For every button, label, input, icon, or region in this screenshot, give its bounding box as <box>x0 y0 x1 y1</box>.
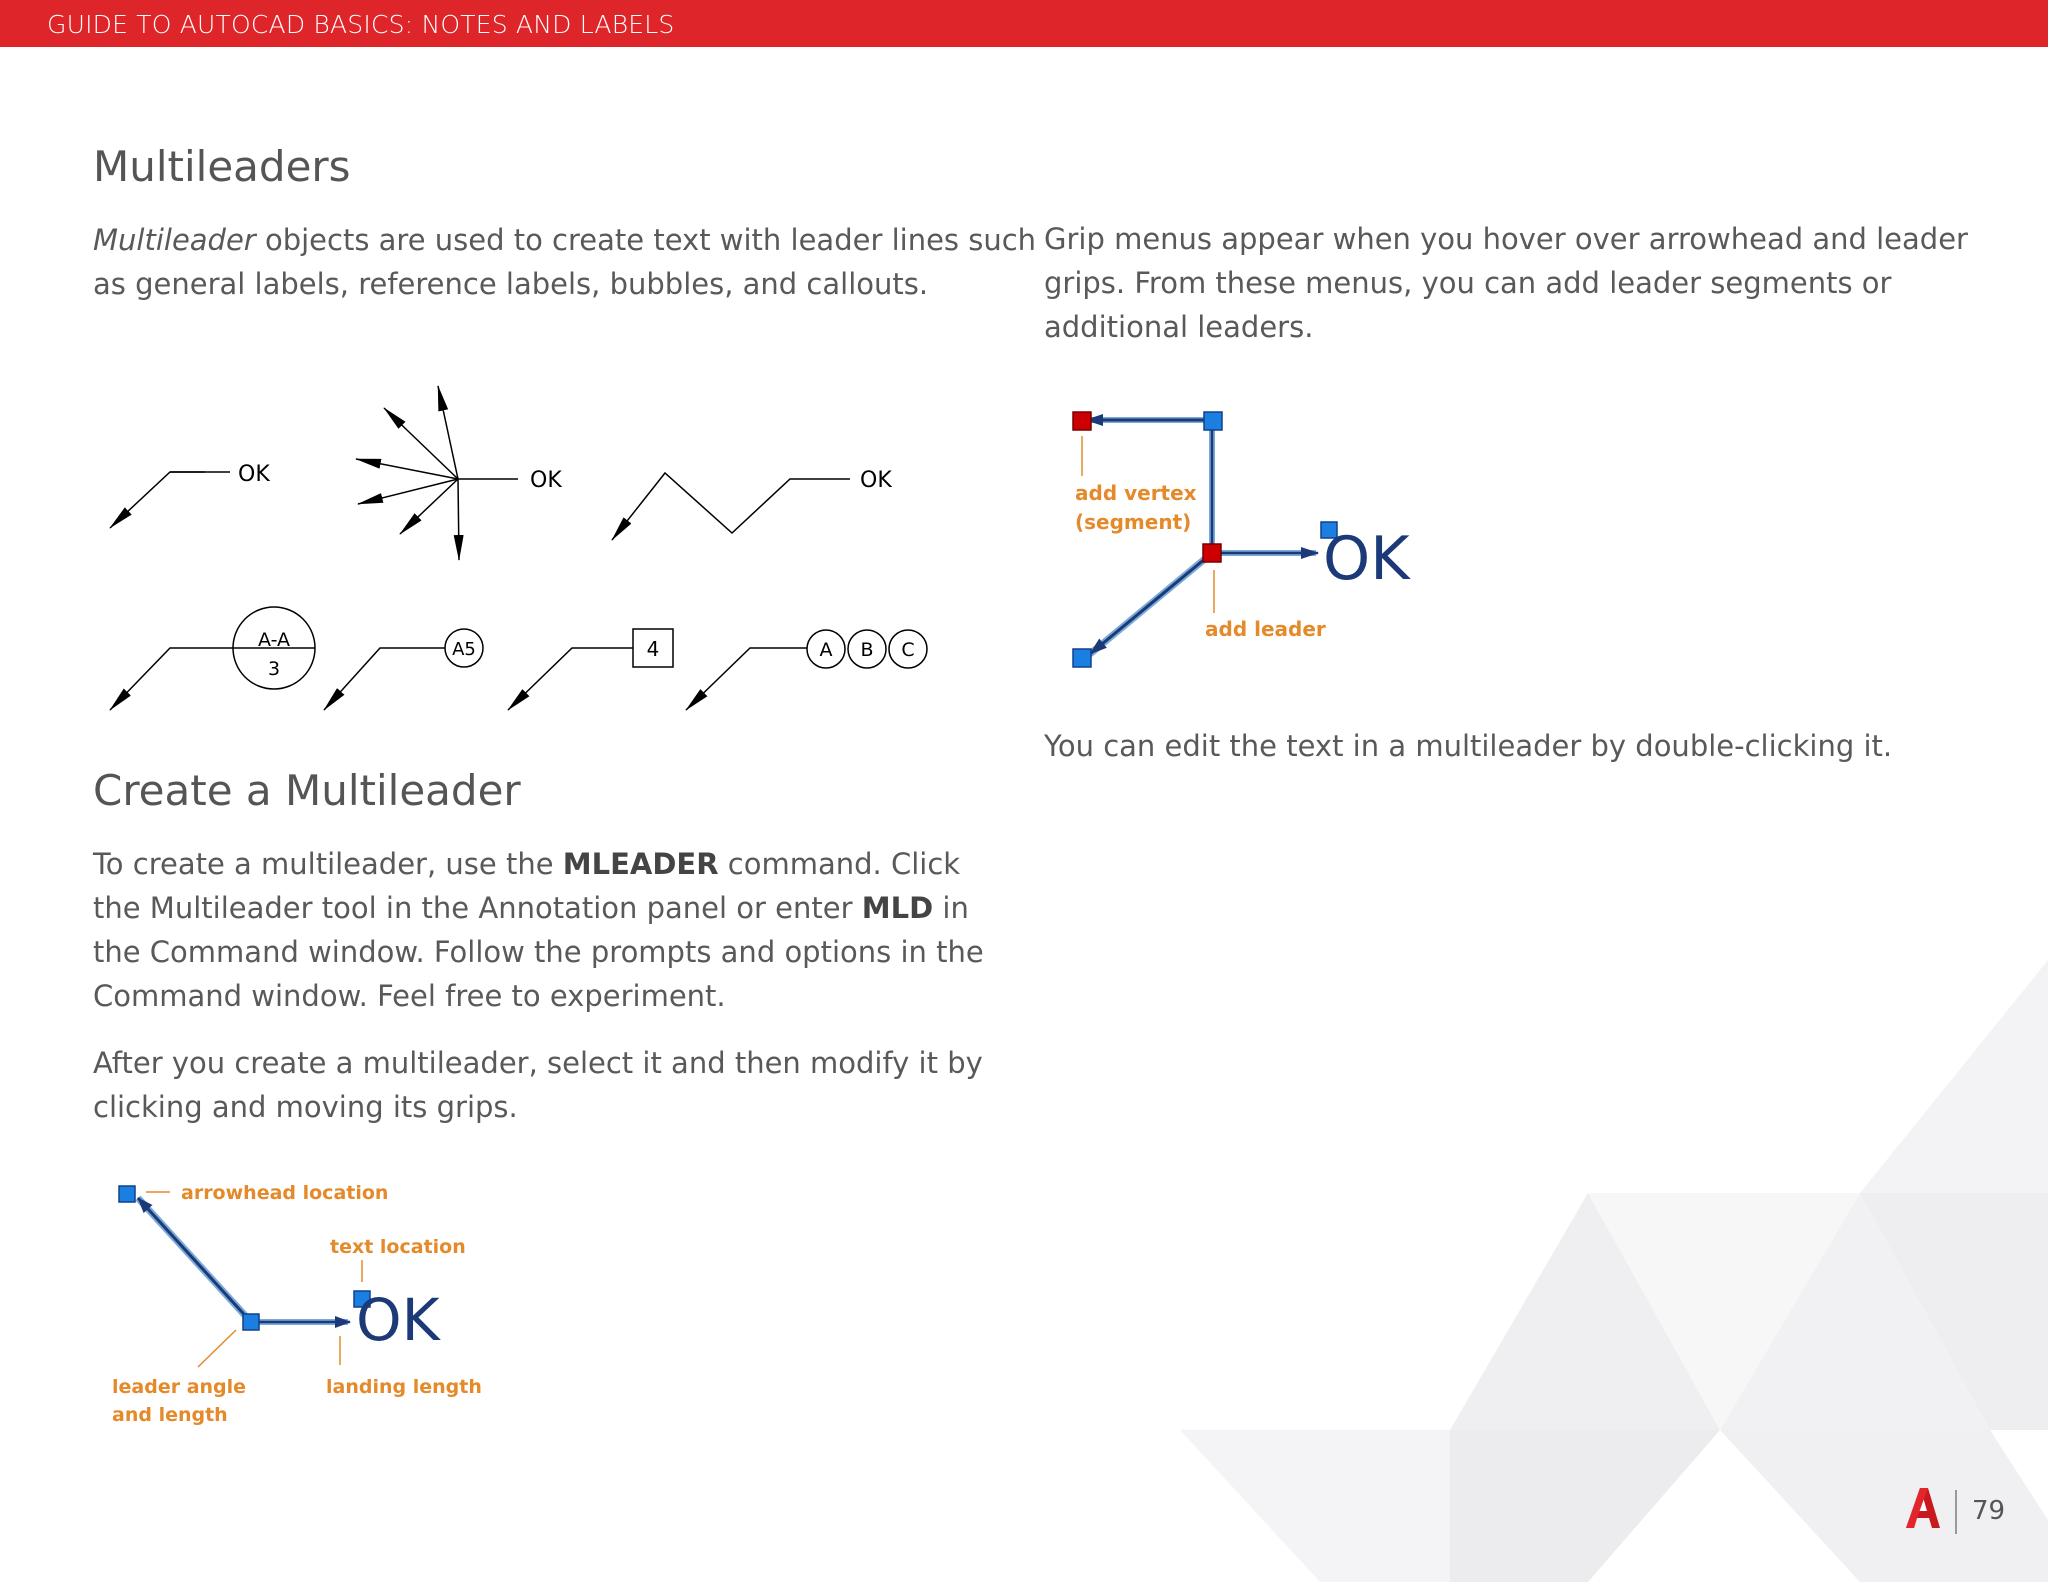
box-label: 4 <box>646 637 660 661</box>
grip-menus-line-1: Grip menus appear when you hover over arrowhead and leader <box>1044 222 1968 256</box>
intro-line-1: objects are used to create text with leader lines such <box>255 223 1037 257</box>
create-line-4: Command window. Feel free to experiment. <box>93 979 726 1013</box>
bubble-b-label: B <box>860 639 874 661</box>
header-bar <box>0 0 2048 47</box>
create-line-1a: To create a multileader, use the <box>93 847 563 881</box>
bubble-a-label: A <box>819 639 833 661</box>
grip-ok-text: OK <box>356 1286 440 1354</box>
leader-example-multiple <box>356 386 518 560</box>
modify-line-2: clicking and moving its grips. <box>93 1090 518 1124</box>
text-location-callout: text location <box>330 1236 466 1258</box>
footer-divider <box>1955 1490 1957 1534</box>
leader-angle-callout-2: and length <box>112 1404 228 1426</box>
create-instructions <box>93 842 984 1018</box>
leader-example-section-bubble <box>110 607 315 710</box>
grip-menu-figure <box>1060 400 1480 680</box>
arrowhead-grip[interactable] <box>119 1186 135 1202</box>
multileader-intro <box>93 218 1036 306</box>
bubble-bottom-label: 3 <box>267 658 281 680</box>
add-vertex-grip[interactable] <box>1073 412 1091 430</box>
create-line-1b: command. Click <box>718 847 961 881</box>
create-line-2a: the Multileader tool in the Annotation panel or enter <box>93 891 862 925</box>
create-line-3: the Command window. Follow the prompts and options in the <box>93 935 984 969</box>
grip-menus-line-3: additional leaders. <box>1044 310 1314 344</box>
intro-italic: Multileader <box>93 223 256 257</box>
autocad-logo-icon <box>1906 1488 1940 1528</box>
leader-examples-figure <box>100 380 950 720</box>
vertex-grip[interactable] <box>243 1314 259 1330</box>
grip-leader-line <box>138 1198 350 1322</box>
bubble-top-label: A-A <box>257 629 291 651</box>
leader-example-abc-bubbles <box>686 630 927 710</box>
header-title: GUIDE TO AUTOCAD BASICS: NOTES AND LABELS <box>47 10 675 39</box>
landing-length-callout: landing length <box>326 1376 482 1398</box>
ok-label-2: OK <box>530 468 562 493</box>
leader-angle-callout-1: leader angle <box>112 1376 247 1398</box>
add-leader-callout: add leader <box>1205 617 1326 641</box>
intro-line-2: as general labels, reference labels, bubbles, and callouts. <box>93 267 929 301</box>
menu-ok-text: OK <box>1323 524 1410 594</box>
ok-label-3: OK <box>860 468 892 493</box>
mleader-command: MLEADER <box>562 847 719 881</box>
add-leader-grip[interactable] <box>1203 544 1221 562</box>
corner-grip[interactable] <box>1204 412 1222 430</box>
arrowhead-location-callout: arrowhead location <box>181 1182 389 1204</box>
create-line-2b: in <box>933 891 969 925</box>
grip-locations-figure <box>100 1160 500 1430</box>
add-vertex-callout-1: add vertex <box>1075 481 1197 505</box>
arrowhead-grip-2[interactable] <box>1073 649 1091 667</box>
leader-example-simple <box>110 472 230 528</box>
mld-command: MLD <box>861 891 934 925</box>
bubble-c-label: C <box>901 639 915 661</box>
edit-text-note: You can edit the text in a multileader by double-clicking it. <box>1044 729 1893 763</box>
modify-instructions <box>93 1041 983 1129</box>
section-title-multileaders: Multileaders <box>93 142 351 191</box>
add-vertex-callout-2: (segment) <box>1075 510 1192 534</box>
ok-label-1: OK <box>238 462 270 487</box>
bubble-a5-label: A5 <box>452 639 476 660</box>
section-title-create-multileader: Create a Multileader <box>93 766 521 815</box>
page-number: 79 <box>1972 1496 2006 1526</box>
leader-example-zigzag <box>612 473 850 540</box>
grip-menus-text <box>1044 217 1968 349</box>
modify-line-1: After you create a multileader, select it and then modify it by <box>93 1046 983 1080</box>
grip-menus-line-2: grips. From these menus, you can add leader segments or <box>1044 266 1892 300</box>
